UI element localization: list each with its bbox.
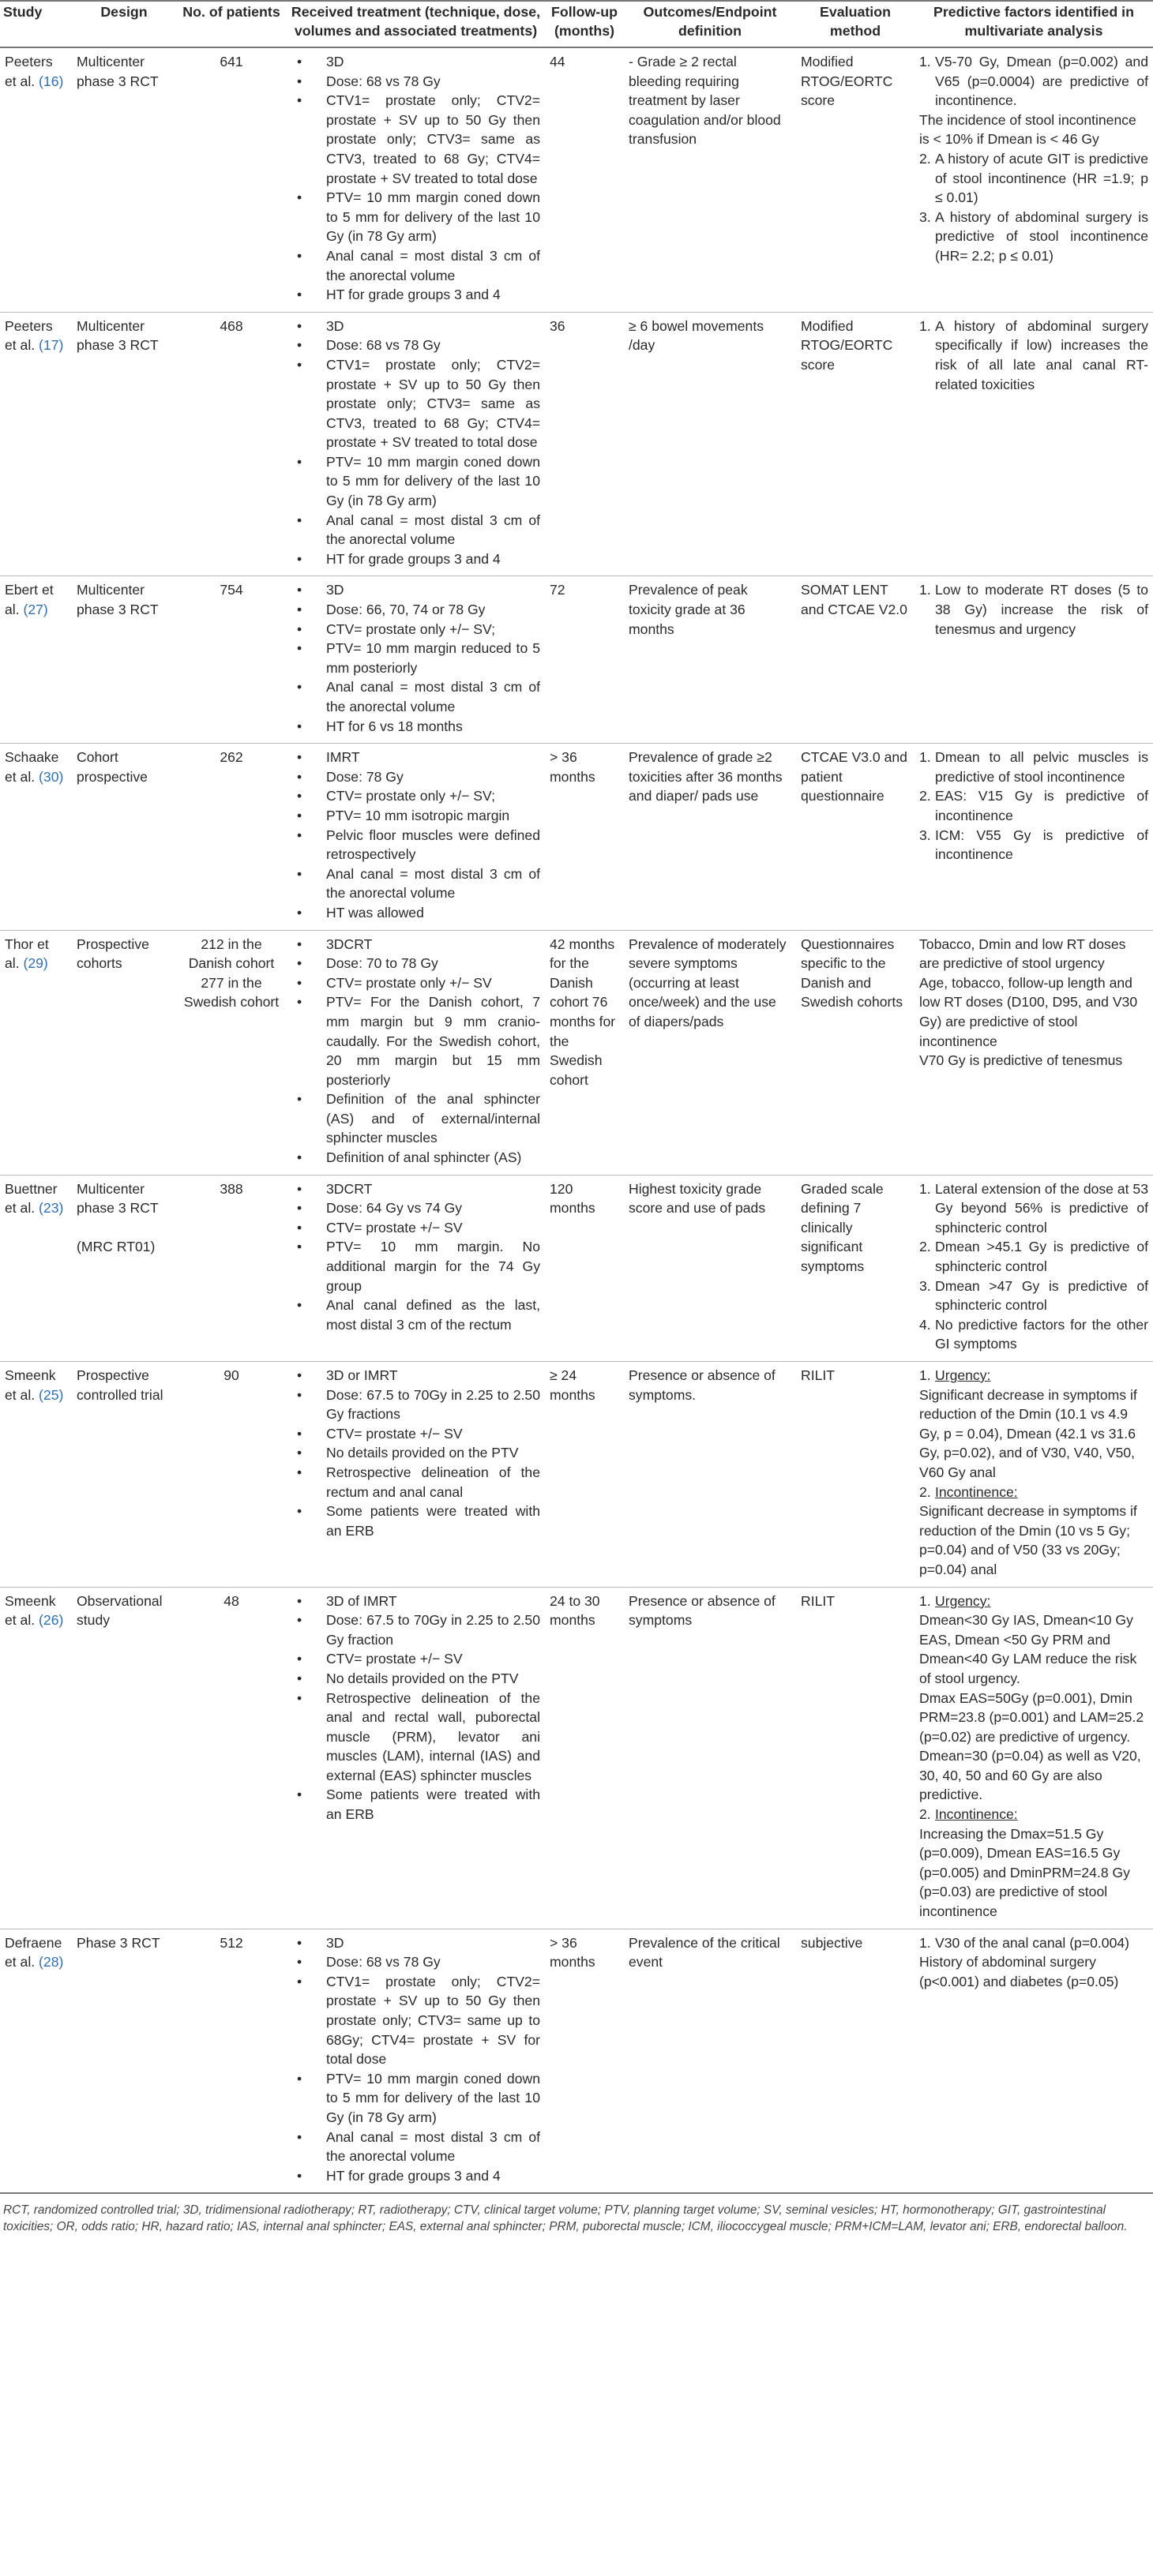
outcomes-cell: Prevalence of the critical event <box>624 1929 796 2193</box>
predictive-item <box>919 1592 1148 1611</box>
predictive-item <box>919 52 1148 111</box>
study-cell <box>0 312 72 576</box>
patients-cell: 512 <box>176 1929 287 2193</box>
predictive-cell <box>915 1587 1153 1929</box>
predictive-item <box>919 748 1148 786</box>
predictive-item <box>919 580 1148 639</box>
treatment-item: • Dose: 78 Gy <box>291 767 540 787</box>
predictive-paragraph: Dmean=30 (p=0.04) as well as V20, 30, 40, 50 and 60 Gy are also predictive. <box>919 1748 1141 1803</box>
treatment-item: • Dose: 70 to 78 Gy <box>291 954 540 973</box>
study-author: Smeenk et al. <box>5 1367 56 1403</box>
evaluation-cell: Graded scale defining 7 clinically significant symptoms <box>796 1175 915 1361</box>
patients-cell: 212 in the Danish cohort 277 in the Swedish cohort <box>176 930 287 1175</box>
design-text: Cohort prospective <box>77 749 148 785</box>
evaluation-cell: CTCAE V3.0 and patient questionnaire <box>796 744 915 930</box>
study-cell <box>0 1587 72 1929</box>
followup-cell: 44 <box>545 47 624 312</box>
study-author: Schaake et al. <box>5 749 59 785</box>
treatment-list <box>291 1366 540 1540</box>
followup-cell: > 36 months <box>545 744 624 930</box>
predictive-paragraph: History of abdominal surgery (p<0.001) and diabetes (p=0.05) <box>919 1954 1119 1989</box>
predictive-list <box>919 52 1148 266</box>
outcomes-cell: - Grade ≥ 2 rectal bleeding requiring treatment by laser coagulation and/or blood transfusion <box>624 47 796 312</box>
treatment-item: • Dose: 67.5 to 70Gy in 2.25 to 2.50 Gy fraction <box>291 1610 540 1649</box>
followup-cell: 24 to 30 months <box>545 1587 624 1929</box>
evaluation-cell: subjective <box>796 1929 915 2193</box>
treatment-list <box>291 935 540 1168</box>
predictive-paragraph: The incidence of stool incontinence is < 10% if Dmean is < 46 Gy <box>919 111 1136 148</box>
design-text: Prospective cohorts <box>77 936 149 972</box>
treatment-item: • CTV= prostate only +/− SV <box>291 973 540 993</box>
outcomes-cell: Presence or absence of symptoms <box>624 1587 796 1929</box>
treatment-item: • Anal canal = most distal 3 cm of the anorectal volume <box>291 864 540 903</box>
study-author: Buettner et al. <box>5 1180 58 1217</box>
treatment-item: • Dose: 66, 70, 74 or 78 Gy <box>291 600 540 620</box>
treatment-item: • CTV1= prostate only; CTV2= prostate + SV up to 50 Gy then prostate only; CTV3= same as CTV3, treated to 68 Gy; CTV4= prostate + SV treated to total dose <box>291 355 540 452</box>
design-spacer <box>77 1218 171 1237</box>
predictive-cell <box>915 1175 1153 1361</box>
treatment-list <box>291 317 540 569</box>
treatment-item: • PTV= For the Danish cohort, 7 mm margin but 9 mm cranio-caudally. For the Swedish cohort, 20 mm margin but 15 mm posteriorly <box>291 992 540 1089</box>
predictive-cell <box>915 744 1153 930</box>
predictive-text: Incontinence: <box>935 1806 1018 1823</box>
header-evaluation: Evaluation method <box>796 1 915 47</box>
treatment-item: • Anal canal = most distal 3 cm of the anorectal volume <box>291 246 540 285</box>
followup-cell: ≥ 24 months <box>545 1362 624 1588</box>
predictive-paragraph: Dmean<30 Gy IAS, Dmean<10 Gy EAS, Dmean <50 Gy PRM and Dmean<40 Gy LAM reduce the risk of stool urgency. <box>919 1612 1137 1686</box>
treatment-item: • Retrospective delineation of the anal and rectal wall, puborectal muscle (PRM), levator ani muscles (LAM), internal (IAS) and external (EAS) sphincter muscles <box>291 1689 540 1786</box>
patients-cell: 388 <box>176 1175 287 1361</box>
followup-cell: 120 months <box>545 1175 624 1361</box>
treatment-item: • Dose: 68 vs 78 Gy <box>291 72 540 92</box>
treatment-item: • CTV1= prostate only; CTV2= prostate + SV up to 50 Gy then prostate only; CTV3= same up to 68Gy; CTV4= prostate + SV for total dose <box>291 1972 540 2069</box>
treatment-item: • 3D or IMRT <box>291 1366 540 1385</box>
evaluation-cell: RILIT <box>796 1362 915 1588</box>
treatment-item: • HT was allowed <box>291 903 540 923</box>
predictive-list <box>919 1592 1148 1922</box>
outcomes-cell: Highest toxicity grade score and use of pads <box>624 1175 796 1361</box>
predictive-item <box>919 1237 1148 1276</box>
predictive-paragraph: Increasing the Dmax=51.5 Gy (p=0.009), Dmean EAS=16.5 Gy (p=0.005) and DminPRM=24.8 Gy (p=0.03) are predictive of stool incontinence <box>919 1825 1130 1920</box>
reference-link[interactable]: (16) <box>39 73 64 89</box>
predictive-number: 1. <box>919 1592 931 1609</box>
header-predictive: Predictive factors identified in multivariate analysis <box>915 1 1153 47</box>
treatment-item: • Some patients were treated with an ERB <box>291 1785 540 1824</box>
predictive-paragraph: Significant decrease in symptoms if reduction of the Dmin (10.1 vs 4.9 Gy, p = 0.04), Dmean (42.1 vs 31.6 Gy, p=0.02), and of V30, V40, V50, V60 Gy anal <box>919 1386 1137 1480</box>
predictive-paragraph: Tobacco, Dmin and low RT doses are predictive of stool urgency <box>919 936 1126 972</box>
treatment-item: • 3D <box>291 580 540 600</box>
treatment-item: • Dose: 68 vs 78 Gy <box>291 1952 540 1972</box>
predictive-text: A history of abdominal surgery specifically if low) increases the risk of all late anal canal RT-related toxicities <box>935 317 1148 392</box>
treatment-item: • Dose: 68 vs 78 Gy <box>291 336 540 355</box>
treatment-item: • Anal canal = most distal 3 cm of the anorectal volume <box>291 2128 540 2166</box>
treatment-cell <box>287 930 545 1175</box>
reference-link[interactable]: (17) <box>39 337 64 354</box>
treatment-item: • CTV= prostate +/− SV <box>291 1424 540 1444</box>
predictive-cell <box>915 576 1153 744</box>
study-author: Smeenk et al. <box>5 1592 56 1629</box>
predictive-item <box>919 1315 1148 1354</box>
treatment-item: • 3D of IMRT <box>291 1592 540 1611</box>
header-outcomes: Outcomes/Endpoint definition <box>624 1 796 47</box>
table-footnote: RCT, randomized controlled trial; 3D, tridimensional radiotherapy; RT, radiotherapy; CTV, clinical target volume; PTV, planning target volume; SV, seminal vesicles; HT, hormonotherapy; GIT, gastrointestinal toxicities; OR, odds ratio; HR, hazard ratio; IAS, internal anal sphincter; EAS, external anal sphincter; PRM, puborectal muscle; ICM, iliococcygeal muscle; PRM+ICM=LAM, levator ani; ERB, endorectal balloon. <box>3 2203 1128 2234</box>
treatment-item: • Definition of the anal sphincter (AS) and of external/internal sphincter muscles <box>291 1089 540 1148</box>
treatment-item: • Dose: 64 Gy vs 74 Gy <box>291 1198 540 1218</box>
predictive-number: 4. <box>919 1316 931 1333</box>
patients-cell: 641 <box>176 47 287 312</box>
design-cell <box>72 312 176 576</box>
predictive-number: 1. <box>919 317 931 334</box>
predictive-list <box>919 935 1148 1071</box>
treatment-item: • 3DCRT <box>291 1179 540 1199</box>
header-followup: Follow-up (months) <box>545 1 624 47</box>
outcomes-cell: ≥ 6 bowel movements /day <box>624 312 796 576</box>
treatment-list <box>291 1933 540 2186</box>
treatment-item: • 3D <box>291 1933 540 1953</box>
predictive-text: No predictive factors for the other GI symptoms <box>935 1316 1148 1352</box>
design-text: Multicenter phase 3 RCT <box>77 317 159 354</box>
predictive-cell <box>915 1362 1153 1588</box>
treatment-item: • No details provided on the PTV <box>291 1443 540 1463</box>
predictive-cell <box>915 930 1153 1175</box>
predictive-text: V5-70 Gy, Dmean (p=0.002) and V65 (p=0.0004) are predictive of incontinence. <box>935 54 1148 109</box>
treatment-item: • PTV= 10 mm margin. No additional margin for the 74 Gy group <box>291 1237 540 1295</box>
predictive-number: 3. <box>919 1277 931 1294</box>
treatment-item: • CTV= prostate +/− SV <box>291 1649 540 1669</box>
evaluation-cell: Modified RTOG/EORTC score <box>796 312 915 576</box>
predictive-text: Dmean to all pelvic muscles is predictive of stool incontinence <box>935 749 1148 785</box>
treatment-item: • IMRT <box>291 748 540 767</box>
treatment-list <box>291 52 540 305</box>
predictive-number: 2. <box>919 150 931 167</box>
table-row <box>0 1362 1153 1588</box>
predictive-number: 1. <box>919 1180 931 1197</box>
treatment-item: • Definition of anal sphincter (AS) <box>291 1148 540 1168</box>
evaluation-cell: Questionnaires specific to the Danish and Swedish cohorts <box>796 930 915 1175</box>
predictive-number: 3. <box>919 827 931 843</box>
treatment-item: • HT for grade groups 3 and 4 <box>291 549 540 569</box>
design-text: Multicenter phase 3 RCT <box>77 582 159 618</box>
predictive-item <box>919 786 1148 825</box>
reference-link[interactable]: (29) <box>23 955 48 972</box>
reference-link[interactable]: (30) <box>39 768 64 785</box>
treatment-cell <box>287 312 545 576</box>
predictive-number: 1. <box>919 1367 931 1383</box>
study-cell <box>0 1362 72 1588</box>
predictive-number: 2. <box>919 788 931 804</box>
treatment-list <box>291 748 540 922</box>
treatment-list <box>291 580 540 736</box>
table-row <box>0 312 1153 576</box>
treatment-item: • CTV1= prostate only; CTV2= prostate + SV up to 50 Gy then prostate only; CTV3= same as CTV3, treated to 68 Gy; CTV4= prostate + SV treated to total dose <box>291 91 540 188</box>
predictive-paragraph: V70 Gy is predictive of tenesmus <box>919 1052 1123 1069</box>
treatment-item: • 3D <box>291 317 540 336</box>
treatment-item: • CTV= prostate only +/− SV; <box>291 786 540 806</box>
predictive-item <box>919 1179 1148 1238</box>
reference-link[interactable]: (26) <box>39 1612 64 1629</box>
treatment-item: • HT for grade groups 3 and 4 <box>291 2166 540 2186</box>
treatment-cell <box>287 744 545 930</box>
table-header-row <box>0 1 1153 47</box>
treatment-item: • Anal canal defined as the last, most distal 3 cm of the rectum <box>291 1295 540 1334</box>
study-author: Ebert et al. <box>5 582 54 618</box>
treatment-item: • 3D <box>291 52 540 72</box>
study-author: Peeters et al. <box>5 54 53 89</box>
treatment-item: • Retrospective delineation of the rectum and anal canal <box>291 1463 540 1502</box>
design-text: Phase 3 RCT <box>77 1934 160 1951</box>
predictive-text: Low to moderate RT doses (5 to 38 Gy) increase the risk of tenesmus and urgency <box>935 582 1148 637</box>
predictive-paragraph: Significant decrease in symptoms if reduction of the Dmin (10 vs 5 Gy; p=0.04) and of V50 (33 vs 20Gy; p=0.04) anal <box>919 1503 1137 1577</box>
predictive-list <box>919 1933 1148 1992</box>
predictive-cell <box>915 312 1153 576</box>
design-cell <box>72 576 176 744</box>
study-cell <box>0 744 72 930</box>
design-cell <box>72 1362 176 1588</box>
table-row <box>0 744 1153 930</box>
treatment-cell <box>287 576 545 744</box>
study-cell <box>0 1175 72 1361</box>
evaluation-cell: RILIT <box>796 1587 915 1929</box>
reference-link[interactable]: (28) <box>39 1954 64 1970</box>
predictive-text: Dmean >45.1 Gy is predictive of sphincteric control <box>935 1239 1148 1275</box>
reference-link[interactable]: (27) <box>23 602 48 618</box>
predictive-item <box>919 1805 1148 1824</box>
design-cell <box>72 1587 176 1929</box>
header-treatment: Received treatment (technique, dose, volumes and associated treatments) <box>287 1 545 47</box>
predictive-paragraph: Dmax EAS=50Gy (p=0.001), Dmin PRM=23.8 (p=0.001) and LAM=25.2 (p=0.02) are predictive of urgency. <box>919 1689 1144 1745</box>
patients-cell: 754 <box>176 576 287 744</box>
treatment-item: • PTV= 10 mm margin coned down to 5 mm for delivery of the last 10 Gy (in 78 Gy arm) <box>291 2069 540 2128</box>
predictive-text: Lateral extension of the dose at 53 Gy beyond 56% is predictive of sphincteric control <box>935 1180 1148 1236</box>
table-row <box>0 930 1153 1175</box>
treatment-cell <box>287 1587 545 1929</box>
treatment-cell <box>287 1175 545 1361</box>
design-cell <box>72 744 176 930</box>
patients-cell: 48 <box>176 1587 287 1929</box>
study-cell <box>0 1929 72 2193</box>
treatment-item: • Pelvic floor muscles were defined retrospectively <box>291 826 540 864</box>
predictive-text: A history of abdominal surgery is predictive of stool incontinence (HR= 2.2; p ≤ 0.01) <box>935 208 1148 264</box>
design-cell <box>72 1929 176 2193</box>
predictive-number: 1. <box>919 749 931 766</box>
table-body <box>0 47 1153 2193</box>
predictive-number: 2. <box>919 1483 931 1500</box>
design-text: Multicenter phase 3 RCT <box>77 1180 159 1217</box>
predictive-text: EAS: V15 Gy is predictive of incontinence <box>935 788 1148 823</box>
outcomes-cell: Prevalence of moderately severe symptoms (occurring at least once/week) and the use of diapers/pads <box>624 930 796 1175</box>
predictive-number: 2. <box>919 1806 931 1823</box>
predictive-text: Urgency: <box>935 1367 991 1383</box>
treatment-item: • CTV= prostate only +/− SV; <box>291 620 540 639</box>
predictive-list <box>919 580 1148 639</box>
predictive-text: ICM: V55 Gy is predictive of incontinence <box>935 827 1148 863</box>
predictive-number: 3. <box>919 208 931 225</box>
study-author: Thor et al. <box>5 936 49 972</box>
predictive-number: 1. <box>919 54 931 69</box>
treatment-item: • PTV= 10 mm margin coned down to 5 mm for delivery of the last 10 Gy (in 78 Gy arm) <box>291 188 540 246</box>
predictive-text: V30 of the anal canal (p=0.004) <box>935 1934 1130 1951</box>
treatment-item: • PTV= 10 mm margin coned down to 5 mm for delivery of the last 10 Gy (in 78 Gy arm) <box>291 452 540 511</box>
predictive-text: A history of acute GIT is predictive of stool incontinence (HR =1.9; p ≤ 0.01) <box>935 150 1148 206</box>
design-cell <box>72 1175 176 1361</box>
predictive-item <box>919 1277 1148 1315</box>
evaluation-cell: SOMAT LENT and CTCAE V2.0 <box>796 576 915 744</box>
predictive-cell <box>915 47 1153 312</box>
treatment-item: • Anal canal = most distal 3 cm of the anorectal volume <box>291 511 540 549</box>
patients-cell: 262 <box>176 744 287 930</box>
outcomes-cell: Prevalence of peak toxicity grade at 36 months <box>624 576 796 744</box>
predictive-item <box>919 826 1148 864</box>
predictive-paragraph: Age, tobacco, follow-up length and low RT doses (D100, D95, and V30 Gy) are predictive of stool incontinence <box>919 974 1138 1049</box>
predictive-text: Urgency: <box>935 1592 991 1609</box>
table-row <box>0 1175 1153 1361</box>
header-study: Study <box>0 1 72 47</box>
predictive-cell <box>915 1929 1153 2193</box>
design-text: Multicenter phase 3 RCT <box>77 54 159 89</box>
predictive-number: 2. <box>919 1239 931 1255</box>
design-text: Observational study <box>77 1592 163 1629</box>
treatment-item: • CTV= prostate +/− SV <box>291 1218 540 1238</box>
predictive-list <box>919 748 1148 864</box>
predictive-list <box>919 1179 1148 1354</box>
predictive-list <box>919 1366 1148 1580</box>
treatment-item: • Dose: 67.5 to 70Gy in 2.25 to 2.50 Gy fractions <box>291 1385 540 1424</box>
treatment-item: • PTV= 10 mm isotropic margin <box>291 806 540 826</box>
patients-cell: 90 <box>176 1362 287 1588</box>
followup-cell: 42 months for the Danish cohort 76 months for the Swedish cohort <box>545 930 624 1175</box>
table-row <box>0 1929 1153 2193</box>
treatment-cell <box>287 1929 545 2193</box>
treatment-item: • No details provided on the PTV <box>291 1669 540 1689</box>
treatment-item: • Anal canal = most distal 3 cm of the anorectal volume <box>291 677 540 716</box>
predictive-item <box>919 149 1148 208</box>
treatment-item: • Some patients were treated with an ERB <box>291 1502 540 1540</box>
header-design: Design <box>72 1 176 47</box>
predictive-list <box>919 317 1148 394</box>
followup-cell: > 36 months <box>545 1929 624 2193</box>
header-patients: No. of patients <box>176 1 287 47</box>
table-row <box>0 47 1153 312</box>
design-cell <box>72 930 176 1175</box>
treatment-cell <box>287 1362 545 1588</box>
predictive-item <box>919 1366 1148 1385</box>
table-row <box>0 576 1153 744</box>
treatment-item: • HT for grade groups 3 and 4 <box>291 285 540 305</box>
evaluation-cell: Modified RTOG/EORTC score <box>796 47 915 312</box>
treatment-item: • PTV= 10 mm margin reduced to 5 mm posteriorly <box>291 639 540 677</box>
table-row <box>0 1587 1153 1929</box>
predictive-number: 1. <box>919 1934 931 1951</box>
predictive-item <box>919 1483 1148 1502</box>
design-cell <box>72 47 176 312</box>
followup-cell: 36 <box>545 312 624 576</box>
treatment-cell <box>287 47 545 312</box>
predictive-text: Incontinence: <box>935 1483 1018 1500</box>
study-cell <box>0 930 72 1175</box>
reference-link[interactable]: (25) <box>39 1386 64 1403</box>
predictive-number: 1. <box>919 582 931 598</box>
study-author: Peeters et al. <box>5 317 53 354</box>
predictive-item <box>919 1933 1148 1953</box>
reference-link[interactable]: (23) <box>39 1200 64 1217</box>
treatment-list <box>291 1179 540 1335</box>
study-author: Defraene et al. <box>5 1934 62 1970</box>
treatment-item: • HT for 6 vs 18 months <box>291 717 540 737</box>
followup-cell: 72 <box>545 576 624 744</box>
treatment-list <box>291 1592 540 1824</box>
design-subtext: (MRC RT01) <box>77 1238 156 1254</box>
study-cell <box>0 576 72 744</box>
predictive-text: Dmean >47 Gy is predictive of sphincteric control <box>935 1277 1148 1314</box>
outcomes-cell: Presence or absence of symptoms. <box>624 1362 796 1588</box>
design-text: Prospective controlled trial <box>77 1367 163 1403</box>
study-cell <box>0 47 72 312</box>
predictive-item <box>919 208 1148 266</box>
patients-cell: 468 <box>176 312 287 576</box>
outcomes-cell: Prevalence of grade ≥2 toxicities after 36 months and diaper/ pads use <box>624 744 796 930</box>
predictive-item <box>919 317 1148 394</box>
treatment-item: • 3DCRT <box>291 935 540 954</box>
